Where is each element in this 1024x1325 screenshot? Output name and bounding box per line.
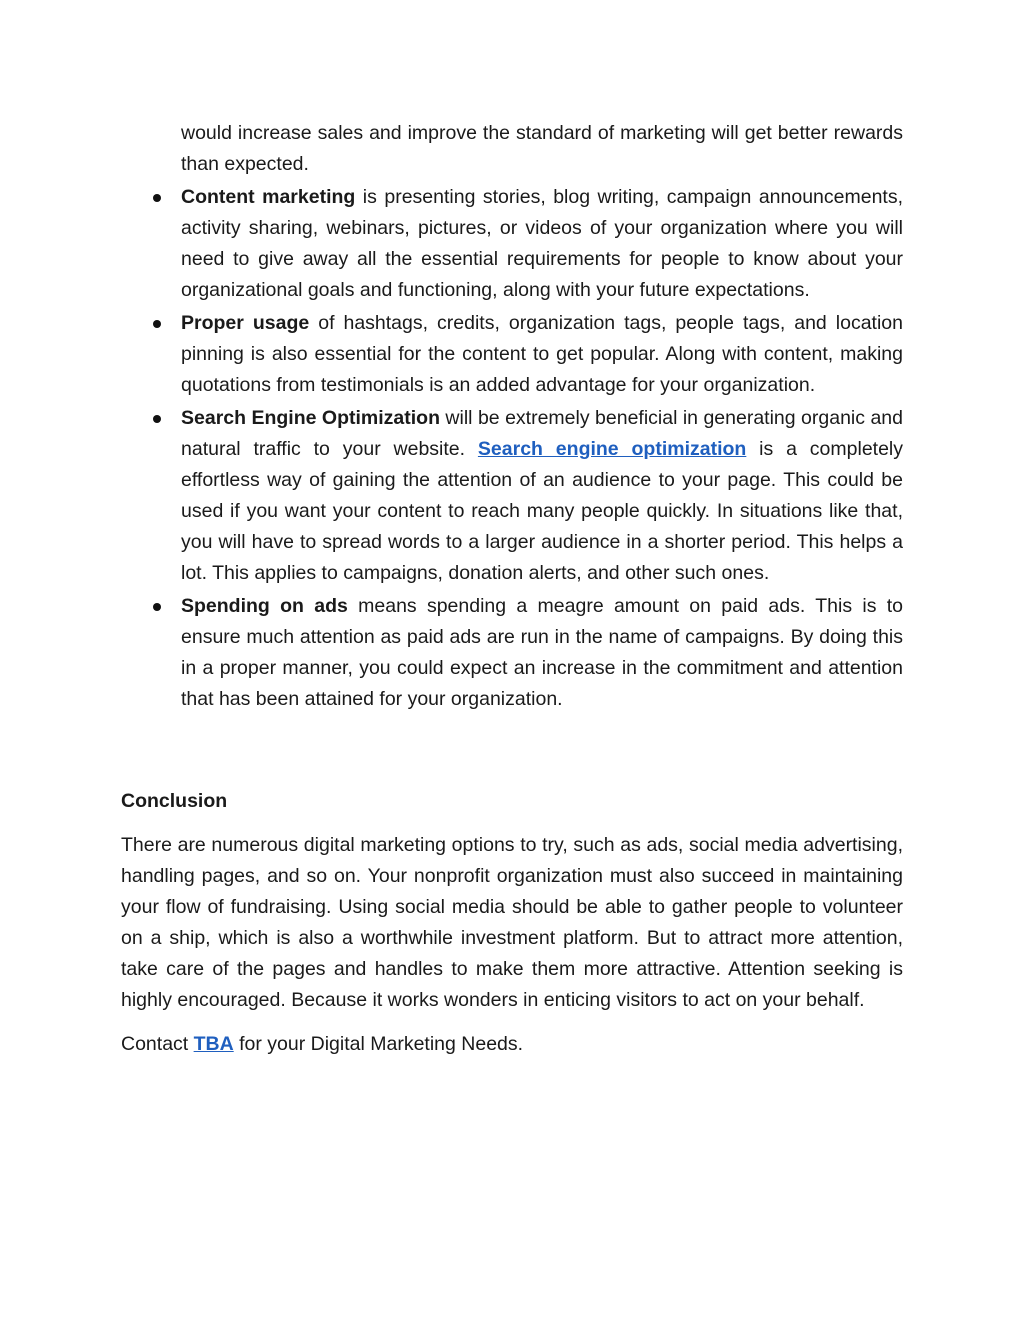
bullet-term: Search Engine Optimization [181,407,440,429]
bullet-text: is presenting stories, blog writing, campaign announcements, activity sharing, webinars, pictures, or videos of your organization where you will need to give away all the essential requirements for people to know about your organizational goals and functioning, along with your future expectations. [181,186,903,301]
bullet-text: of hashtags, credits, organization tags, people tags, and location pinning is also essential for the content to get popular. Along with content, making quotations from testimonials is an added advantage for your organization. [181,312,903,396]
bullet-text: will be extremely beneficial in generating organic and natural traffic to your website. [181,407,903,460]
list-item-proper-usage [121,308,903,401]
list-item-spending-on-ads [121,591,903,715]
bullet-term: Proper usage [181,312,310,334]
bullet-term: Content marketing [181,186,356,208]
conclusion-heading: Conclusion [121,790,228,812]
bullet-icon [153,194,161,202]
bullet-text-after-link: is a completely effortless way of gaining the attention of an audience to your page. This could be used if you want your content to reach many people quickly. In situations like that, you will have to spread words to a larger audience in a shorter period. This helps a lot. This applies to campaigns, donation alerts, and other such ones. [181,438,904,584]
list-item-content-marketing [121,182,903,306]
bullet-icon [153,603,161,611]
bullet-icon [153,320,161,328]
contact-text-after: for your Digital Marketing Needs. [233,1033,524,1055]
bullet-term: Spending on ads [181,595,348,617]
conclusion-paragraph: There are numerous digital marketing options to try, such as ads, social media advertising, handling pages, and so on. Your nonprofit organization must also succeed in maintaining your flow of fundraising. Using social media should be able to gather people to volunteer on a ship, which is also a worthwhile investment platform. But to attract more attention, take care of the pages and handles to make them more attractive. Attention seeking is highly encouraged. Because it works wonders in enticing visitors to act on your behalf. [121,834,903,1011]
bullet-list [121,182,903,715]
seo-link[interactable]: Search engine optimization [477,438,747,460]
tba-link[interactable]: TBA [193,1033,234,1055]
contact-line [121,1029,903,1060]
contact-text-before: Contact [121,1033,194,1055]
bullet-icon [153,415,161,423]
document-page [121,118,903,1073]
list-item-seo [121,403,903,589]
bullet-text: means spending a meagre amount on paid ads. This is to ensure much attention as paid ads are run in the name of campaigns. By doing this in a proper manner, you could expect an increase in the commitment and attention that has been attained for your organization. [181,595,903,710]
continuation-paragraph: would increase sales and improve the standard of marketing will get better rewards than expected. [181,122,903,175]
